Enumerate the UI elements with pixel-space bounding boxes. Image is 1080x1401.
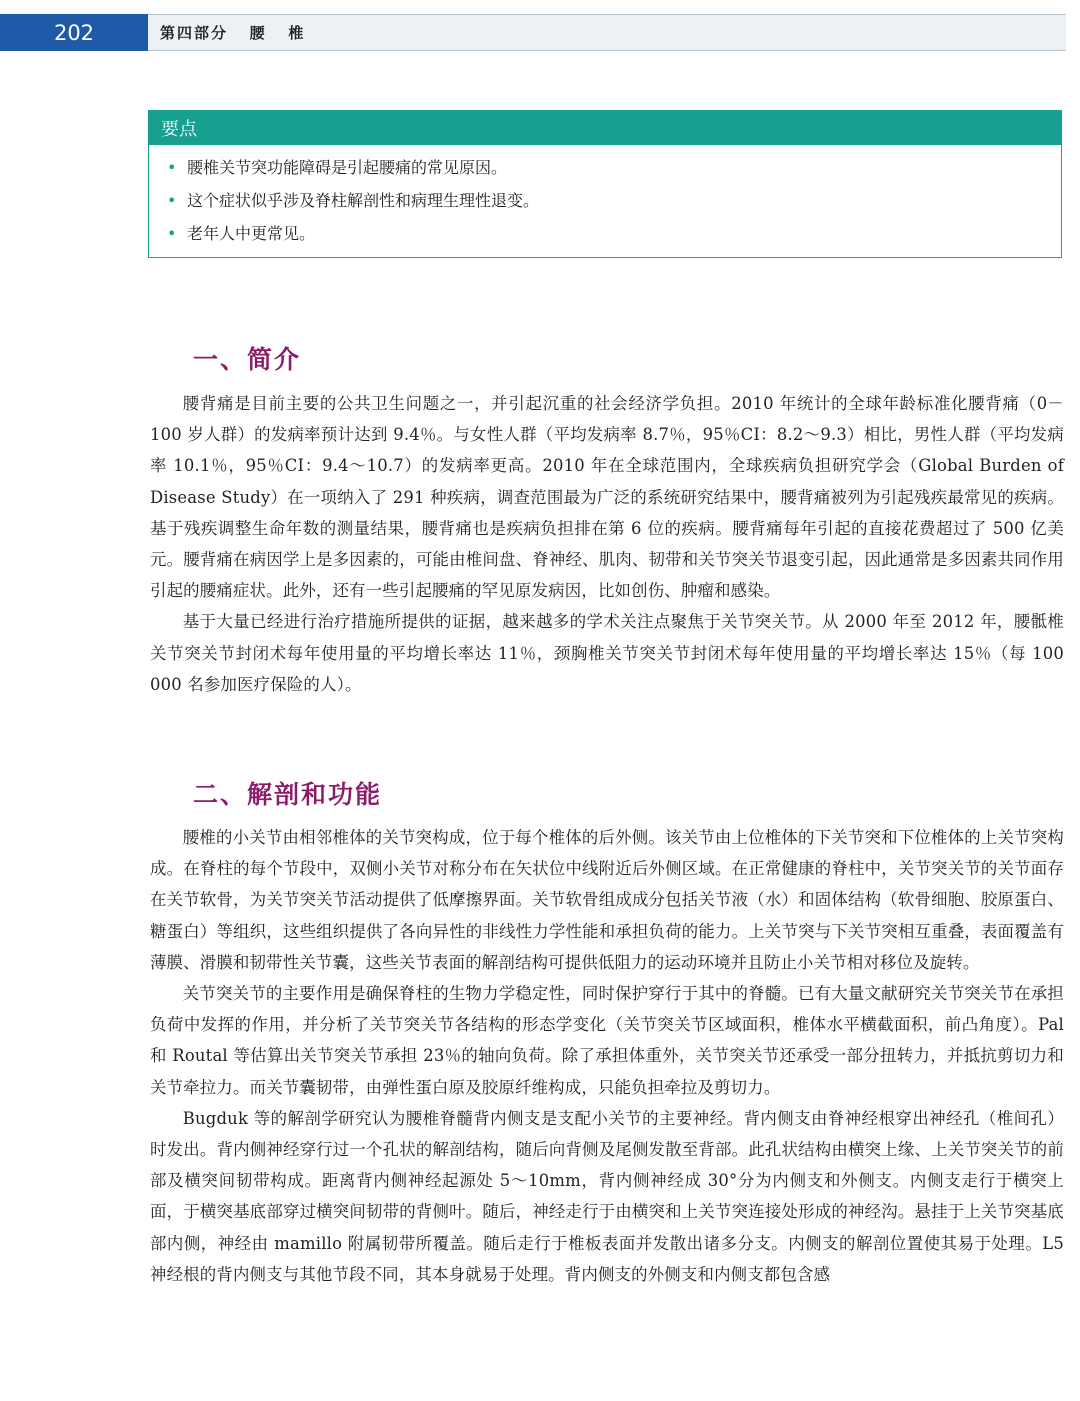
list-item bbox=[167, 217, 1061, 250]
section-heading-introduction: 一、简介 bbox=[193, 345, 302, 374]
list-item bbox=[167, 151, 1061, 184]
paragraph: Bugduk 等的解剖学研究认为腰椎脊髓背内侧支是支配小关节的主要神经。背内侧支由脊神经根穿出神经孔（椎间孔）时发出。背内侧神经穿行过一个孔状的解剖结构，随后向背侧及尾侧发散至背部。此孔状结构由横突上缘、上关节突关节的前部及横突间韧带构成。距离背内侧神经起源处 5～10mm，背内侧神经成 30°分为内侧支和外侧支。内侧支走行于横突上面，于横突基底部穿过横突间韧带的背侧叶。随后，神经走行于由横突和上关节突连接处形成的神经沟。悬挂于上关节突基底部内侧，神经由 mamillo 附属韧带所覆盖。随后走行于椎板表面并发散出诸多分支。内侧支的解剖位置使其易于处理。L5 神经根的背内侧支与其他节段不同，其本身就易于处理。背内侧支的外侧支和内侧支都包含感 bbox=[150, 1108, 1064, 1284]
running-header bbox=[148, 14, 1066, 51]
list-item bbox=[167, 184, 1061, 217]
key-point-text: 腰椎关节突功能障碍是引起腰痛的常见原因。 bbox=[187, 158, 508, 177]
page-header bbox=[0, 14, 1066, 51]
section-introduction bbox=[150, 388, 1064, 700]
key-point-text: 这个症状似乎涉及脊柱解剖性和病理生理性退变。 bbox=[187, 191, 540, 210]
key-points-title: 要点 bbox=[149, 111, 1061, 145]
bullet-icon: • bbox=[167, 191, 177, 210]
paragraph: 基于大量已经进行治疗措施所提供的证据，越来越多的学术关注点聚焦于关节突关节。从 2000 年至 2012 年，腰骶椎关节突关节封闭术每年使用量的平均增长率达 11％，颈胸椎关节突关节封闭术每年使用量的平均增长率达 15％（每 100 000 名参加医疗保险的人）。 bbox=[150, 612, 1064, 694]
paragraph: 关节突关节的主要作用是确保脊柱的生物力学稳定性，同时保护穿行于其中的脊髓。已有大量文献研究关节突关节在承担负荷中发挥的作用，并分析了关节突关节各结构的形态学变化（关节突关节区域面积，椎体水平横截面积，前凸角度）。Pal 和 Routal 等估算出关节突关节承担 23％的轴向负荷。除了承担体重外，关节突关节还承受一部分扭转力，并抵抗剪切力和关节牵拉力。而关节囊韧带，由弹性蛋白原及胶原纤维构成，只能负担牵拉及剪切力。 bbox=[150, 984, 1064, 1097]
bullet-icon: • bbox=[167, 158, 177, 177]
section-heading-anatomy: 二、解剖和功能 bbox=[193, 780, 383, 809]
paragraph: 腰椎的小关节由相邻椎体的关节突构成，位于每个椎体的后外侧。该关节由上位椎体的下关节突和下位椎体的上关节突构成。在脊柱的每个节段中，双侧小关节对称分布在矢状位中线附近后外侧区域。在正常健康的脊柱中，关节突关节的关节面存在关节软骨，为关节突关节活动提供了低摩擦界面。关节软骨组成成分包括关节液（水）和固体结构（软骨细胞、胶原蛋白、糖蛋白）等组织，这些组织提供了各向异性的非线性力学性能和承担负荷的能力。上关节突与下关节突相互重叠，表面覆盖有薄膜、滑膜和韧带性关节囊，这些关节表面的解剖结构可提供低阻力的运动环境并且防止小关节相对移位及旋转。 bbox=[150, 828, 1064, 972]
section-label: 第四部分 腰 椎 bbox=[160, 24, 306, 42]
key-point-text: 老年人中更常见。 bbox=[187, 224, 316, 243]
key-points-box bbox=[148, 110, 1062, 258]
bullet-icon: • bbox=[167, 224, 177, 243]
paragraph: 腰背痛是目前主要的公共卫生问题之一，并引起沉重的社会经济学负担。2010 年统计的全球年龄标准化腰背痛（0－100 岁人群）的发病率预计达到 9.4％。与女性人群（平均发病率 8.7％，95％CI：8.2～9.3）相比，男性人群（平均发病率 10.1％，95％CI：9.4～10.7）的发病率更高。2010 年在全球范围内，全球疾病负担研究学会（Global Burden of Disease Study）在一项纳入了 291 种疾病，调查范围最为广泛的系统研究结果中，腰背痛被列为引起残疾最常见的疾病。基于残疾调整生命年数的测量结果，腰背痛也是疾病负担排在第 6 位的疾病。腰背痛每年引起的直接花费超过了 500 亿美元。腰背痛在病因学上是多因素的，可能由椎间盘、脊神经、肌肉、韧带和关节突关节退变引起，因此通常是多因素共同作用引起的腰痛症状。此外，还有一些引起腰痛的罕见原发病因，比如创伤、肿瘤和感染。 bbox=[150, 394, 1064, 601]
key-points-list bbox=[149, 145, 1061, 250]
page-number: 202 bbox=[0, 14, 148, 51]
section-anatomy bbox=[150, 822, 1064, 1290]
